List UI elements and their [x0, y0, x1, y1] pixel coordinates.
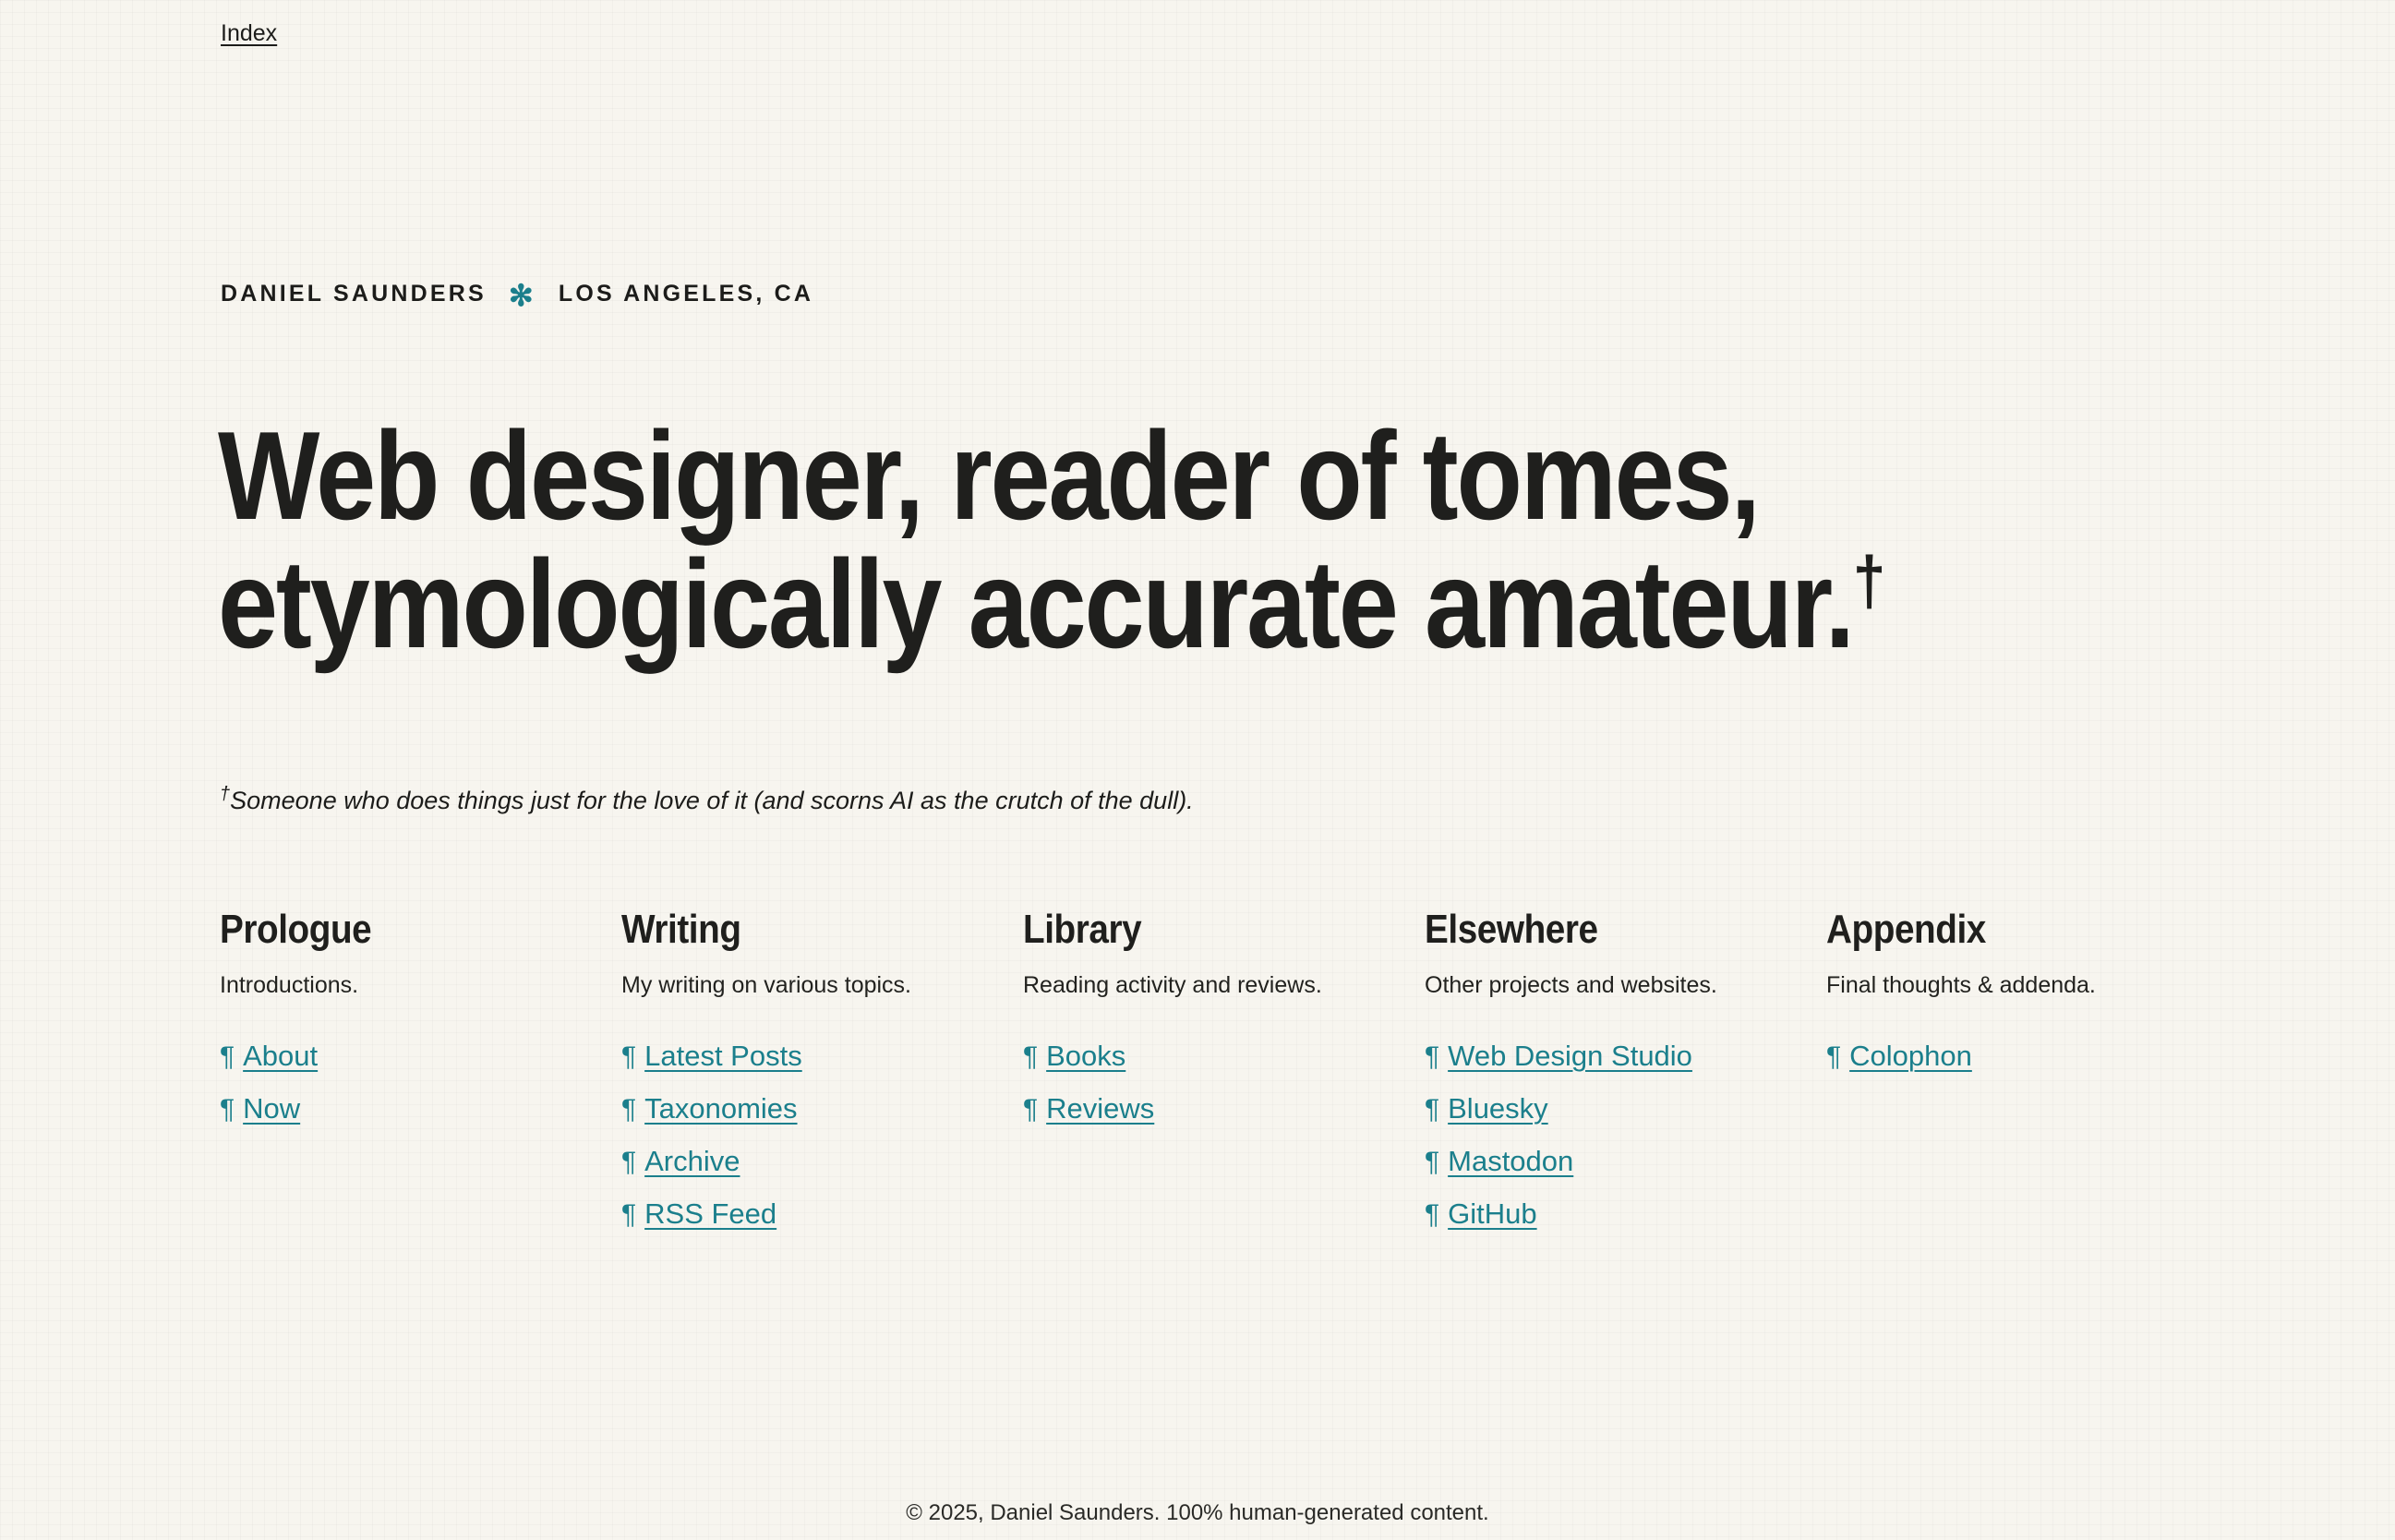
author-name: DANIEL SAUNDERS — [221, 280, 487, 307]
dagger-icon: † — [1852, 542, 1884, 620]
list-item — [220, 1092, 621, 1125]
column-appendix — [1826, 909, 2196, 1250]
page-title — [218, 405, 1949, 674]
column-link-list — [1826, 1040, 2196, 1073]
pilcrow-icon: ¶ — [1425, 1146, 1440, 1177]
column-prologue — [220, 909, 621, 1250]
link-web-design-studio[interactable]: Web Design Studio — [1448, 1039, 1692, 1072]
pilcrow-icon: ¶ — [621, 1146, 637, 1177]
link-rss-feed[interactable]: RSS Feed — [644, 1197, 777, 1230]
column-writing — [621, 909, 1023, 1250]
list-item — [1425, 1145, 1826, 1178]
pilcrow-icon: ¶ — [1425, 1093, 1440, 1125]
column-link-list — [1023, 1040, 1425, 1125]
pilcrow-icon: ¶ — [220, 1041, 235, 1072]
pilcrow-icon: ¶ — [1425, 1041, 1440, 1072]
column-library — [1023, 909, 1425, 1250]
list-item — [621, 1092, 1023, 1125]
author-location: LOS ANGELES, CA — [558, 280, 814, 307]
link-taxonomies[interactable]: Taxonomies — [644, 1091, 798, 1125]
column-link-list — [621, 1040, 1023, 1231]
pilcrow-icon: ¶ — [1425, 1198, 1440, 1230]
link-reviews[interactable]: Reviews — [1046, 1091, 1155, 1125]
list-item — [621, 1040, 1023, 1073]
column-link-list — [1425, 1040, 1826, 1231]
link-books[interactable]: Books — [1046, 1039, 1126, 1072]
list-item — [1425, 1040, 1826, 1073]
link-mastodon[interactable]: Mastodon — [1448, 1144, 1574, 1177]
list-item — [1023, 1040, 1425, 1073]
column-title: Prologue — [220, 907, 372, 952]
link-latest-posts[interactable]: Latest Posts — [644, 1039, 802, 1072]
column-description: Introductions. — [220, 972, 359, 998]
link-now[interactable]: Now — [243, 1091, 301, 1125]
footnote-text: Someone who does things just for the love of it (and scorns AI as the crutch of the dull). — [230, 787, 1194, 814]
column-title: Library — [1023, 907, 1142, 952]
column-title: Writing — [621, 907, 741, 952]
pilcrow-icon: ¶ — [220, 1093, 235, 1125]
top-navigation — [221, 20, 277, 47]
footnote — [220, 784, 1194, 815]
column-title: Appendix — [1826, 907, 1986, 952]
eyebrow-byline — [221, 279, 814, 312]
column-description: Other projects and websites. — [1425, 972, 1717, 998]
column-elsewhere — [1425, 909, 1826, 1250]
list-item — [1826, 1040, 2196, 1073]
pilcrow-icon: ¶ — [621, 1093, 637, 1125]
list-item — [621, 1197, 1023, 1231]
footer — [0, 1500, 2395, 1526]
list-item — [1425, 1092, 1826, 1125]
column-description: Final thoughts & addenda. — [1826, 972, 2096, 998]
headline-line-2: etymologically accurate amateur. — [218, 533, 1853, 674]
asterisk-icon: ✻ — [508, 279, 536, 312]
pilcrow-icon: ¶ — [1023, 1041, 1039, 1072]
pilcrow-icon: ¶ — [621, 1198, 637, 1230]
list-item — [220, 1040, 621, 1073]
pilcrow-icon: ¶ — [1023, 1093, 1039, 1125]
copyright-text: © 2025, Daniel Saunders. 100% human-generated content. — [906, 1500, 1489, 1525]
index-link[interactable]: Index — [221, 20, 278, 46]
list-item — [1023, 1092, 1425, 1125]
list-item — [621, 1145, 1023, 1178]
list-item — [1425, 1197, 1826, 1231]
headline-line-1: Web designer, reader of tomes, — [218, 405, 1759, 547]
link-colophon[interactable]: Colophon — [1849, 1039, 1972, 1072]
link-github[interactable]: GitHub — [1448, 1197, 1537, 1230]
column-title: Elsewhere — [1425, 907, 1598, 952]
column-description: My writing on various topics. — [621, 972, 912, 998]
link-bluesky[interactable]: Bluesky — [1448, 1091, 1548, 1125]
link-columns — [220, 909, 2196, 1250]
footnote-marker: † — [220, 784, 231, 804]
pilcrow-icon: ¶ — [1826, 1041, 1842, 1072]
column-description: Reading activity and reviews. — [1023, 972, 1322, 998]
pilcrow-icon: ¶ — [621, 1041, 637, 1072]
link-archive[interactable]: Archive — [644, 1144, 740, 1177]
column-link-list — [220, 1040, 621, 1125]
link-about[interactable]: About — [243, 1039, 319, 1072]
